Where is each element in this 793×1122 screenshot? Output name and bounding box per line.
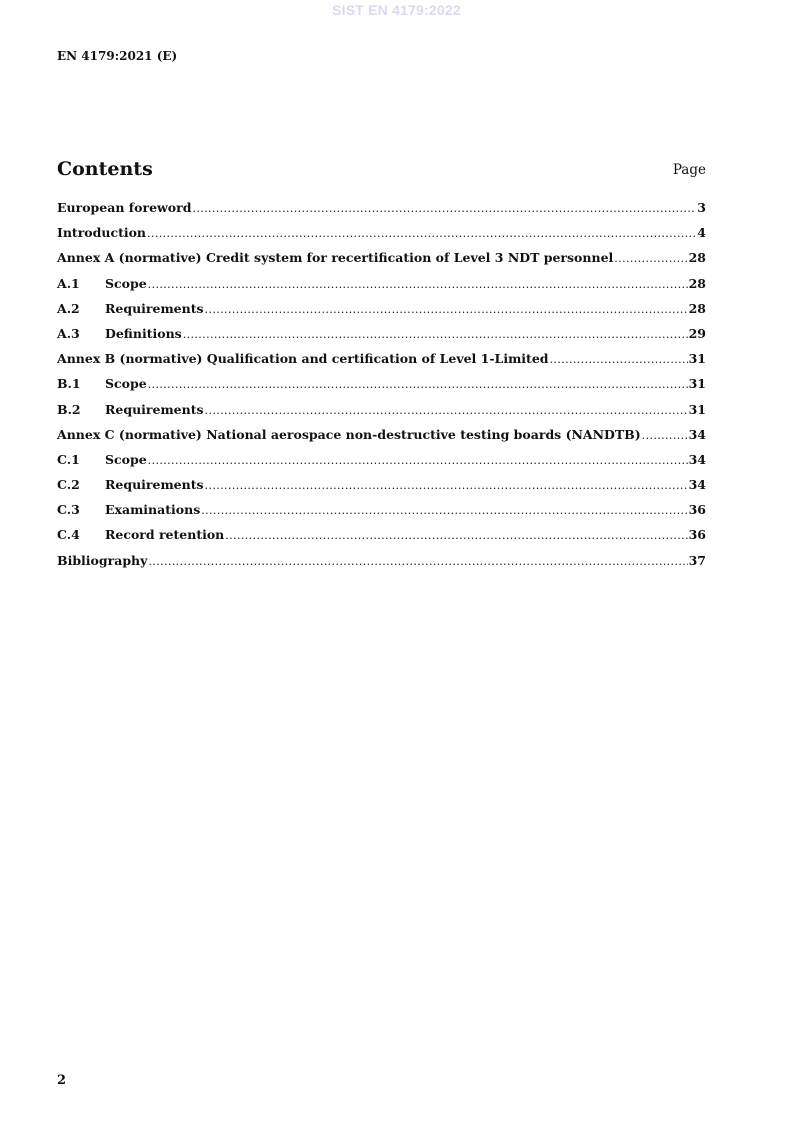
- toc-entry-a1[interactable]: [57, 276, 706, 301]
- toc-entry-number: C.4: [57, 527, 80, 543]
- toc-leader-dots: [183, 328, 688, 341]
- toc-entry-page: 4: [697, 225, 706, 241]
- contents-heading: Contents: [57, 158, 153, 180]
- toc-entry-annex-a[interactable]: [57, 250, 706, 275]
- toc-entry-title: Annex A (normative) Credit system for recertification of Level 3 NDT personnel: [57, 250, 614, 266]
- toc-leader-dots: [147, 227, 696, 240]
- toc-entry-page: 37: [688, 552, 706, 568]
- toc-entry-title: Bibliography: [57, 552, 148, 568]
- toc-entry-c3[interactable]: [57, 502, 706, 527]
- toc-entry-page: 36: [688, 527, 706, 543]
- toc-entry-page: 31: [688, 351, 706, 367]
- toc-leader-dots: [550, 353, 688, 366]
- toc-entry-page: 31: [688, 376, 706, 392]
- toc-entry-title: Definitions: [105, 325, 182, 341]
- toc-entry-a3[interactable]: [57, 326, 706, 351]
- toc-entry-number: B.2: [57, 401, 81, 417]
- toc-leader-dots: [148, 555, 687, 568]
- toc-leader-dots: [201, 504, 687, 517]
- toc-entry-title: Scope: [105, 451, 147, 467]
- toc-leader-dots: [205, 479, 688, 492]
- toc-entry-page: 29: [688, 325, 706, 341]
- page-column-label: Page: [672, 162, 706, 178]
- toc-entry-page: 34: [688, 451, 706, 467]
- toc-entry-b1[interactable]: [57, 376, 706, 401]
- toc-entry-number: A.3: [57, 325, 80, 341]
- toc-entry-title: European foreword: [57, 200, 192, 215]
- toc-entry-number: C.3: [57, 502, 80, 518]
- watermark: SIST EN 4179:2022: [332, 2, 461, 18]
- toc-entry-title: Annex B (normative) Qualification and certification of Level 1-Limited: [57, 351, 549, 367]
- toc-entry-title: Introduction: [57, 225, 147, 241]
- toc-entry-a2[interactable]: [57, 301, 706, 326]
- toc-entry-introduction[interactable]: [57, 225, 706, 250]
- toc-entry-page: 34: [688, 477, 706, 493]
- toc-entry-title: Record retention: [105, 527, 225, 543]
- toc-entry-title: Examinations: [105, 502, 201, 518]
- toc-entry-title: Requirements: [105, 477, 204, 493]
- toc-leader-dots: [205, 303, 688, 316]
- toc-entry-number: A.1: [57, 275, 80, 291]
- toc-entry-title: Requirements: [105, 401, 204, 417]
- toc-entry-c4[interactable]: [57, 527, 706, 552]
- toc-entry-annex-c[interactable]: [57, 427, 706, 452]
- toc-entry-european-foreword[interactable]: [57, 200, 706, 225]
- toc-entry-page: 28: [688, 275, 706, 291]
- toc-entry-number: B.1: [57, 376, 81, 392]
- toc-entry-bibliography[interactable]: [57, 553, 706, 578]
- toc-leader-dots: [205, 404, 688, 417]
- toc-entry-b2[interactable]: [57, 402, 706, 427]
- table-of-contents: [57, 200, 706, 578]
- toc-entry-page: 36: [688, 502, 706, 518]
- toc-entry-page: 3: [697, 200, 706, 215]
- toc-leader-dots: [148, 454, 688, 467]
- toc-entry-title: Scope: [105, 275, 147, 291]
- toc-entry-page: 31: [688, 401, 706, 417]
- toc-entry-c1[interactable]: [57, 452, 706, 477]
- document-id: EN 4179:2021 (E): [57, 49, 178, 63]
- toc-entry-number: A.2: [57, 300, 80, 316]
- toc-leader-dots: [614, 252, 687, 265]
- toc-entry-page: 28: [688, 250, 706, 266]
- toc-entry-page: 34: [688, 426, 706, 442]
- toc-entry-number: C.2: [57, 477, 80, 493]
- toc-leader-dots: [225, 529, 687, 542]
- toc-entry-c2[interactable]: [57, 477, 706, 502]
- toc-entry-title: Requirements: [105, 300, 204, 316]
- toc-leader-dots: [148, 278, 688, 291]
- toc-leader-dots: [642, 429, 688, 442]
- toc-leader-dots: [148, 378, 688, 391]
- toc-entry-page: 28: [688, 300, 706, 316]
- toc-leader-dots: [192, 202, 696, 215]
- toc-entry-number: C.1: [57, 451, 80, 467]
- page-number: 2: [57, 1073, 67, 1088]
- toc-entry-title: Annex C (normative) National aerospace non-destructive testing boards (NANDTB): [57, 426, 641, 442]
- toc-entry-title: Scope: [105, 376, 147, 392]
- toc-entry-annex-b[interactable]: [57, 351, 706, 376]
